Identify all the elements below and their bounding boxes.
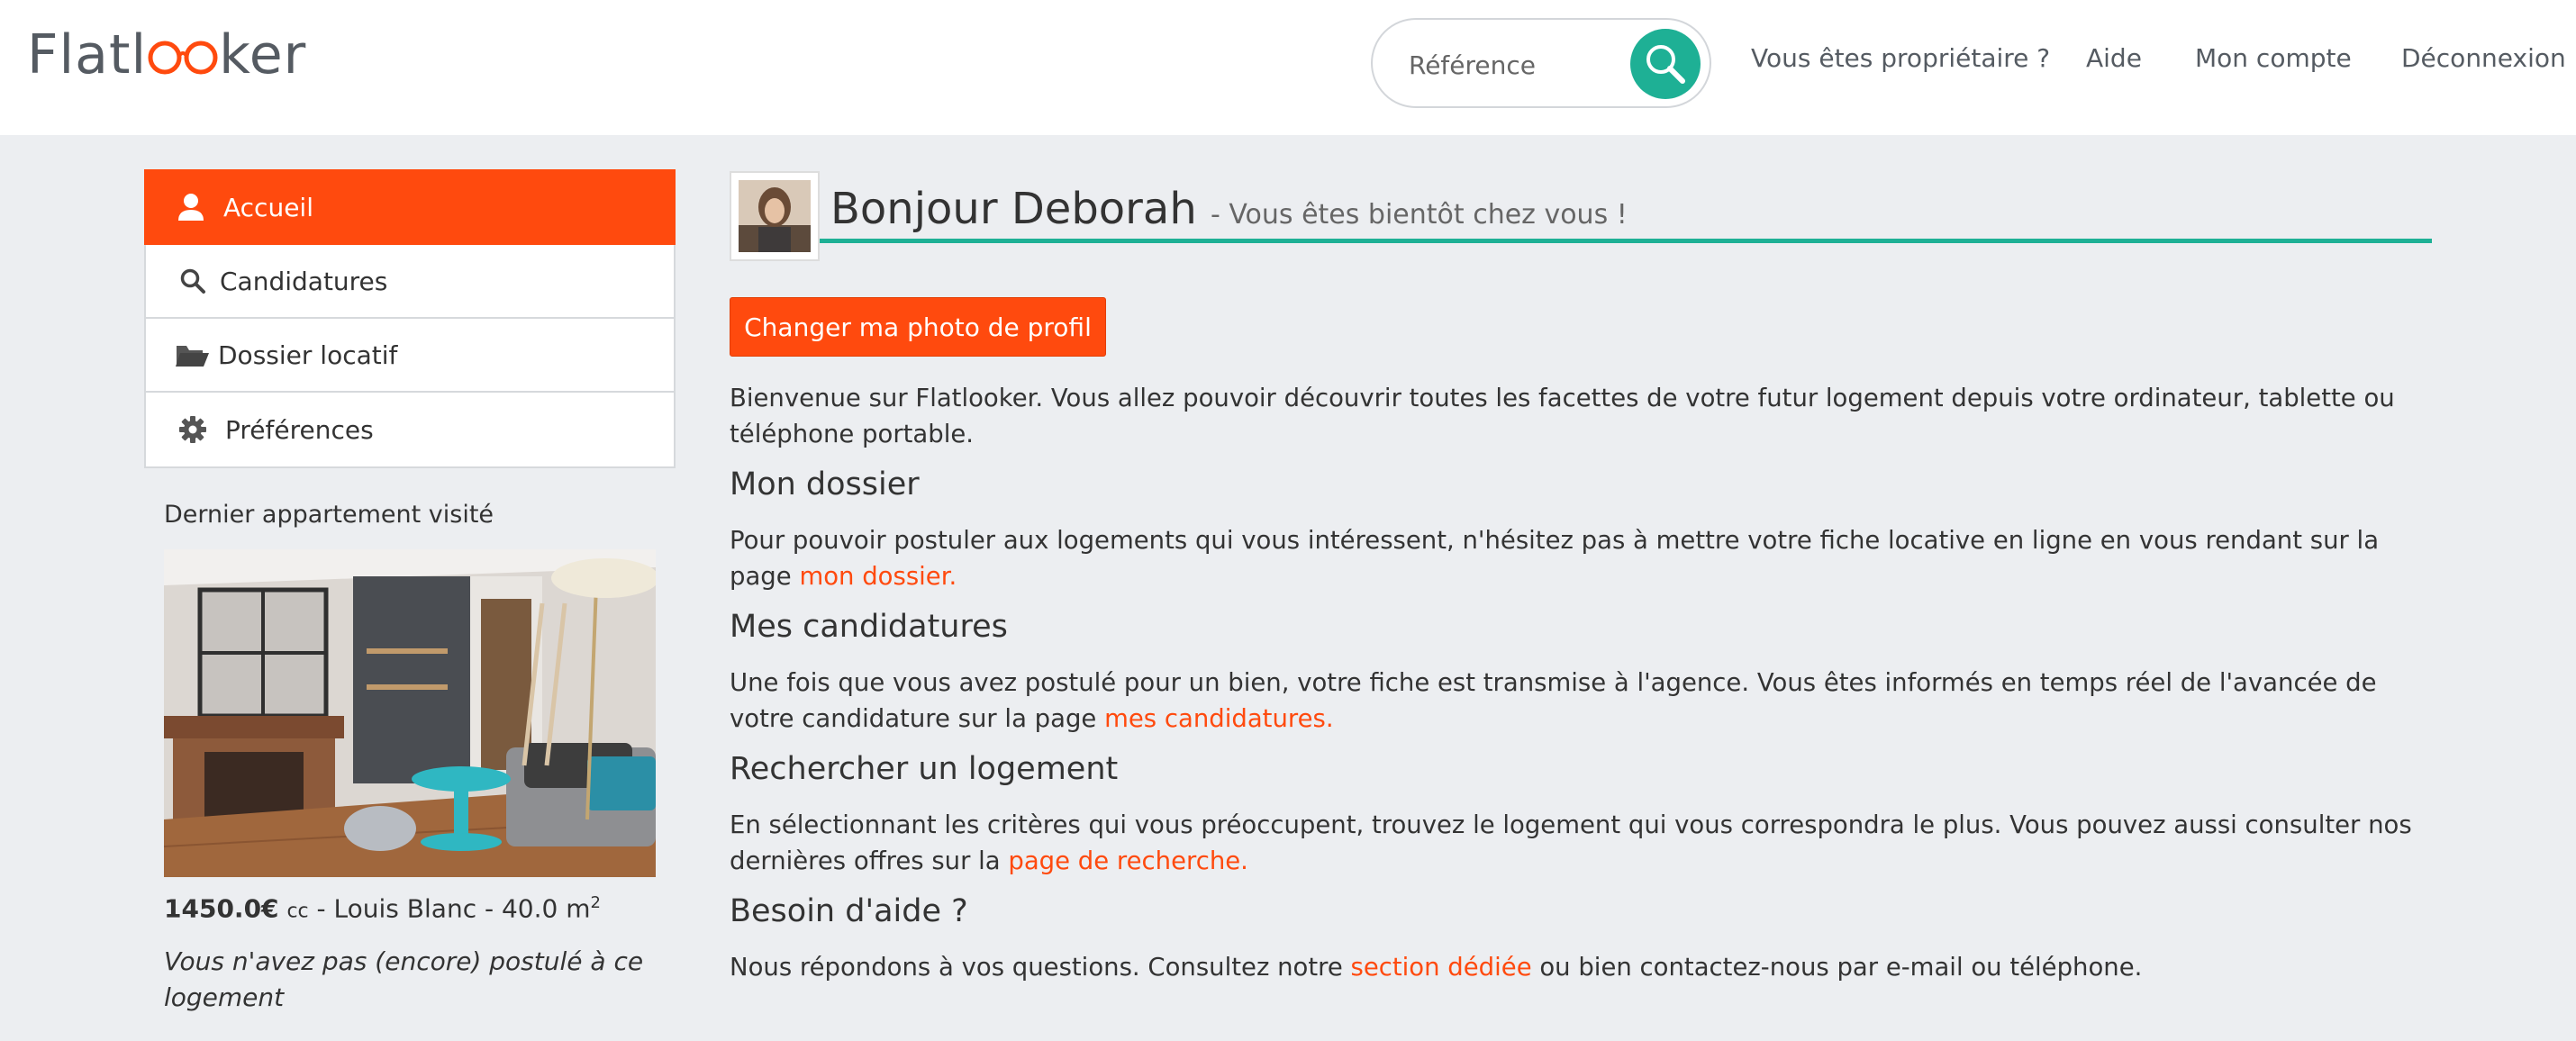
- greeting-subtitle: - Vous êtes bientôt chez vous !: [1211, 199, 1628, 231]
- logo-text-right: ker: [219, 23, 307, 86]
- logo-glasses-icon: [147, 23, 219, 86]
- apartment-location-area: - Louis Blanc - 40.0 m: [308, 893, 591, 924]
- section-body-after: ou bien contactez-nous par e-mail ou téléphone.: [1531, 953, 2143, 982]
- sidebar-item-accueil[interactable]: [144, 169, 676, 245]
- sidebar-item-label: Accueil: [223, 192, 313, 222]
- section-body: Pour pouvoir postuler aux logements qui vous intéressent, n'hésitez pas à mettre votre fiche locative en ligne en vous rendant sur la page: [730, 526, 2380, 591]
- apartment-info: [164, 893, 601, 923]
- top-header: [0, 0, 2576, 135]
- sidebar-menu: [144, 169, 676, 468]
- section-dediee-link[interactable]: section dédiée: [1350, 953, 1532, 982]
- last-visited-title: Dernier appartement visité: [164, 501, 494, 529]
- section-text-rechercher: [730, 807, 2432, 879]
- folder-open-icon: [173, 335, 213, 375]
- section-text-besoin-aide: [730, 949, 2432, 985]
- sidebar-item-label: Préférences: [225, 414, 374, 445]
- mes-candidatures-link[interactable]: mes candidatures.: [1104, 704, 1334, 733]
- mon-dossier-link[interactable]: mon dossier.: [799, 562, 957, 591]
- section-title-rechercher: Rechercher un logement: [730, 751, 1119, 787]
- logo-text-left: Flatl: [27, 23, 148, 86]
- search-icon: [173, 261, 213, 301]
- reference-search-input[interactable]: [1409, 45, 1607, 85]
- greeting-name: Bonjour Deborah: [830, 184, 1197, 234]
- title-underline: [820, 239, 2432, 243]
- section-text-mon-dossier: [730, 522, 2432, 594]
- sidebar-item-dossier-locatif[interactable]: [146, 319, 674, 393]
- sidebar-item-preferences[interactable]: [146, 393, 674, 466]
- intro-text: Bienvenue sur Flatlooker. Vous allez pouvoir découvrir toutes les facettes de votre futur logement depuis votre ordinateur, tablette ou téléphone portable.: [730, 384, 2395, 448]
- section-text-mes-candidatures: [730, 665, 2432, 737]
- section-body: Une fois que vous avez postulé pour un bien, votre fiche est transmise à l'agence. Vous êtes informés en temps réel de l'avancée de votre candidature sur la page: [730, 668, 2377, 733]
- section-title-mon-dossier: Mon dossier: [730, 466, 920, 502]
- reference-search: [1371, 18, 1711, 108]
- page-title: [830, 184, 1628, 234]
- nav-logout-link[interactable]: Déconnexion: [2401, 43, 2566, 73]
- sidebar-item-label: Candidatures: [220, 266, 388, 296]
- section-title-mes-candidatures: Mes candidatures: [730, 609, 1008, 645]
- avatar: [730, 171, 820, 261]
- nav-help-link[interactable]: Aide: [2086, 43, 2142, 73]
- change-profile-photo-button[interactable]: Changer ma photo de profil: [730, 297, 1106, 357]
- apartment-photo[interactable]: [164, 549, 656, 877]
- magnifier-icon: [1641, 40, 1690, 88]
- section-body: Nous répondons à vos questions. Consultez notre: [730, 953, 1351, 982]
- gear-icon: [173, 410, 213, 449]
- apartment-application-note: Vous n'avez pas (encore) postulé à ce logement: [164, 946, 644, 1012]
- user-icon: [171, 187, 211, 227]
- sidebar-item-label: Dossier locatif: [218, 339, 398, 370]
- sidebar-item-candidatures[interactable]: [146, 245, 674, 319]
- nav-account-link[interactable]: Mon compte: [2195, 43, 2352, 73]
- section-title-besoin-aide: Besoin d'aide ?: [730, 893, 968, 929]
- apartment-price: 1450.0€: [164, 893, 279, 924]
- flatlooker-logo[interactable]: [27, 23, 306, 86]
- apartment-charges: cc: [286, 900, 309, 923]
- nav-owner-link[interactable]: Vous êtes propriétaire ?: [1751, 43, 2051, 73]
- area-exponent: 2: [590, 893, 601, 912]
- section-body: En sélectionnant les critères qui vous préoccupent, trouvez le logement qui vous correspondra le plus. Vous pouvez aussi consulter nos dernières offres sur la: [730, 810, 2412, 875]
- page-de-recherche-link[interactable]: page de recherche.: [1008, 846, 1248, 875]
- search-button[interactable]: [1630, 29, 1701, 99]
